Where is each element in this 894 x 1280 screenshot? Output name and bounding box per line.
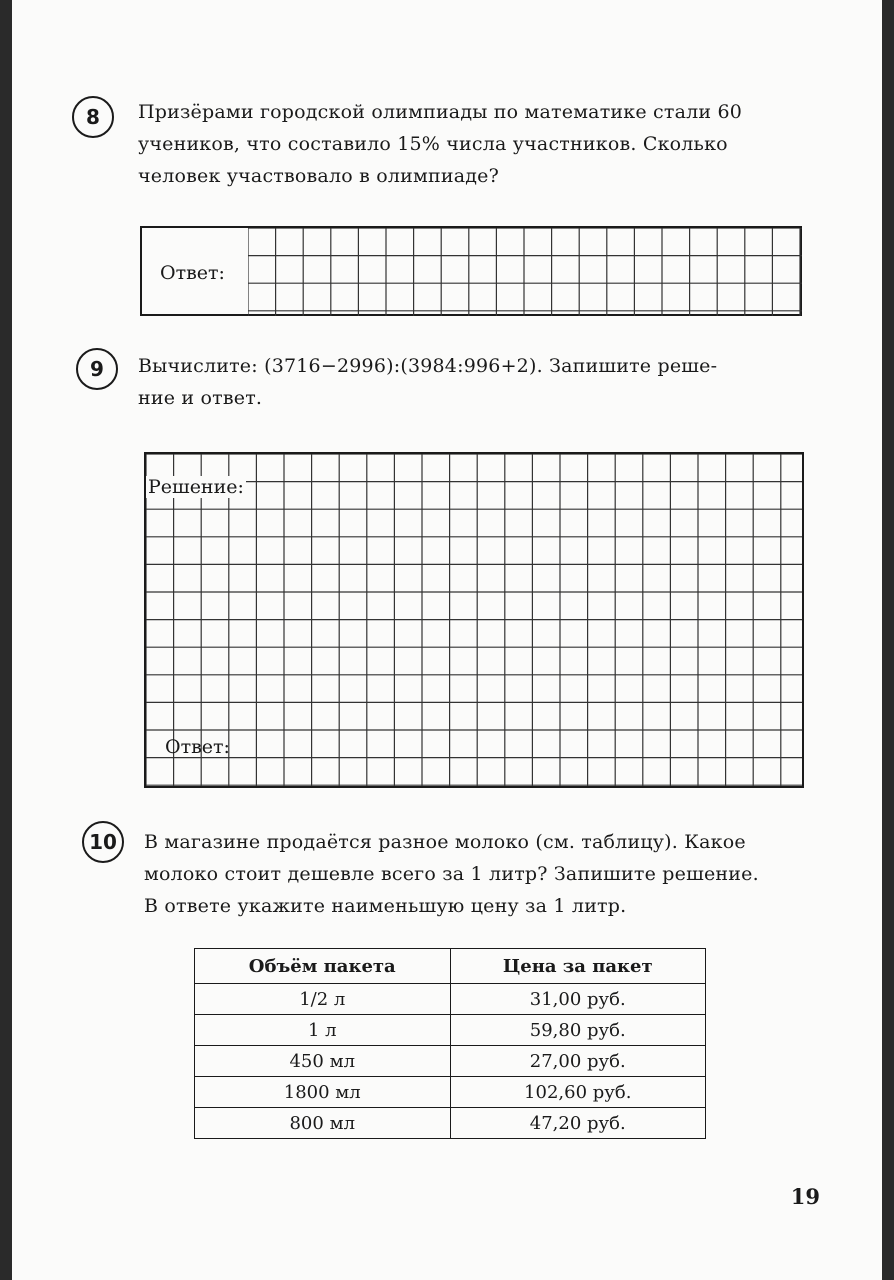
task-9-solution-box[interactable]: [144, 452, 804, 788]
task-10-text: [144, 826, 759, 922]
volume-cell: 1800 мл: [195, 1077, 451, 1108]
table-header-row: [195, 949, 706, 984]
task-10-line-1: В магазине продаётся разное молоко (см. таблицу). Какое: [144, 831, 746, 853]
table-row: [195, 1108, 706, 1139]
price-cell: 102,60 руб.: [450, 1077, 706, 1108]
volume-cell: 1 л: [195, 1015, 451, 1046]
header-volume: Объём пакета: [195, 949, 451, 984]
task-8-line-2: учеников, что составило 15% числа участников. Сколько: [138, 133, 728, 155]
task-9-text: [138, 350, 717, 414]
workbook-page: [12, 0, 882, 1280]
page-number: 19: [790, 1184, 820, 1209]
table-row: [195, 1046, 706, 1077]
price-cell: 59,80 руб.: [450, 1015, 706, 1046]
milk-price-table: [194, 948, 706, 1139]
header-price: Цена за пакет: [450, 949, 706, 984]
volume-cell: 450 мл: [195, 1046, 451, 1077]
task-10-line-2: молоко стоит дешевле всего за 1 литр? Запишите решение.: [144, 863, 759, 885]
task-8-text: [138, 96, 742, 192]
task-8-answer-label: Ответ:: [160, 262, 225, 284]
price-cell: 47,20 руб.: [450, 1108, 706, 1139]
task-9-number: 9: [76, 348, 118, 390]
task-9-answer-label: Ответ:: [165, 736, 230, 758]
task-8-answer-box[interactable]: [140, 226, 802, 316]
task-8-line-3: человек участвовало в олимпиаде?: [138, 165, 499, 187]
task-8-number: 8: [72, 96, 114, 138]
volume-cell: 1/2 л: [195, 984, 451, 1015]
task-8-line-1: Призёрами городской олимпиады по математике стали 60: [138, 101, 743, 123]
task-8-answer-grid[interactable]: [248, 228, 802, 316]
table-row: [195, 1015, 706, 1046]
task-9-line-1: Вычислите: (3716−2996):(3984:996+2). Запишите реше-: [138, 355, 718, 377]
task-9-solution-label: Решение:: [148, 476, 244, 498]
task-9-line-2: ние и ответ.: [138, 387, 263, 409]
price-cell: 31,00 руб.: [450, 984, 706, 1015]
price-cell: 27,00 руб.: [450, 1046, 706, 1077]
task-10-line-3: В ответе укажите наименьшую цену за 1 литр.: [144, 895, 627, 917]
table-row: [195, 984, 706, 1015]
task-10-number: 10: [82, 821, 124, 863]
volume-cell: 800 мл: [195, 1108, 451, 1139]
task-9-solution-grid[interactable]: [146, 454, 802, 786]
table-row: [195, 1077, 706, 1108]
